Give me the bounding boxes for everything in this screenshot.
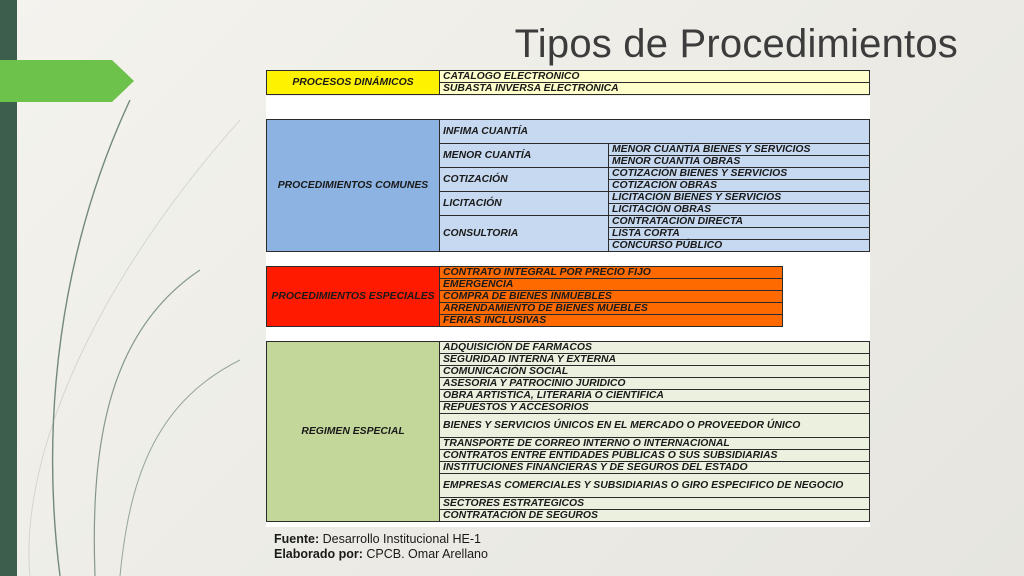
comunes-item: MENOR CUANTÍA BIENES Y SERVICIOS bbox=[609, 144, 870, 156]
regimen-item: ADQUISICIÓN DE FARMACOS bbox=[440, 342, 870, 354]
dinamicos-item: SUBASTA INVERSA ELECTRÓNICA bbox=[440, 83, 870, 95]
comunes-item: COTIZACIÓN BIENES Y SERVICIOS bbox=[609, 168, 870, 180]
regimen-item: ASESORÍA Y PATROCINIO JURÍDICO bbox=[440, 378, 870, 390]
table-row bbox=[267, 342, 870, 354]
regimen-item: BIENES Y SERVICIOS ÚNICOS EN EL MERCADO O PROVEEDOR ÚNICO bbox=[440, 414, 870, 438]
especiales-item: EMERGENCIA bbox=[440, 279, 783, 291]
table-row bbox=[267, 120, 870, 144]
regimen-group-label: REGIMEN ESPECIAL bbox=[267, 342, 440, 522]
especiales-item: ARRENDAMIENTO DE BIENES MUEBLES bbox=[440, 303, 783, 315]
especiales-table bbox=[266, 266, 783, 327]
especiales-item: FERIAS INCLUSIVAS bbox=[440, 315, 783, 327]
fuente-value: Desarrollo Institucional HE-1 bbox=[319, 532, 482, 546]
regimen-item: COMUNICACIÓN SOCIAL bbox=[440, 366, 870, 378]
comunes-cotizacion-label: COTIZACIÓN bbox=[440, 168, 609, 192]
source-note bbox=[274, 532, 488, 562]
elaborado-label: Elaborado por: bbox=[274, 547, 363, 561]
regimen-item: CONTRATACIÓN DE SEGUROS bbox=[440, 510, 870, 522]
regimen-table bbox=[266, 341, 870, 522]
comunes-group-label: PROCEDIMIENTOS COMUNES bbox=[267, 120, 440, 252]
dinamicos-item: CATALOGO ELECTRONICO bbox=[440, 71, 870, 83]
page-title: Tipos de Procedimientos bbox=[514, 22, 958, 66]
table-row bbox=[267, 71, 870, 83]
comunes-item: LICITACIÓN OBRAS bbox=[609, 204, 870, 216]
comunes-consultoria-label: CONSULTORIA bbox=[440, 216, 609, 252]
comunes-table bbox=[266, 119, 870, 252]
elaborado-line bbox=[274, 547, 488, 562]
comunes-item: CONTRATACIÓN DIRECTA bbox=[609, 216, 870, 228]
arrow-shape bbox=[0, 60, 134, 102]
especiales-item: COMPRA DE BIENES INMUEBLES bbox=[440, 291, 783, 303]
regimen-item: INSTITUCIONES FINANCIERAS Y DE SEGUROS DEL ESTADO bbox=[440, 462, 870, 474]
comunes-item: MENOR CUANTÍA OBRAS bbox=[609, 156, 870, 168]
especiales-group-label: PROCEDIMIENTOS ESPECIALES bbox=[267, 267, 440, 327]
comunes-menor-label: MENOR CUANTÍA bbox=[440, 144, 609, 168]
comunes-item: LICITACIÓN BIENES Y SERVICIOS bbox=[609, 192, 870, 204]
fuente-line bbox=[274, 532, 488, 547]
comunes-item: COTIZACIÓN OBRAS bbox=[609, 180, 870, 192]
regimen-item: TRANSPORTE DE CORREO INTERNO O INTERNACIONAL bbox=[440, 438, 870, 450]
elaborado-value: CPCB. Omar Arellano bbox=[362, 547, 488, 561]
comunes-infima: INFIMA CUANTÍA bbox=[440, 120, 870, 144]
especiales-item: CONTRATO INTEGRAL POR PRECIO FIJO bbox=[440, 267, 783, 279]
regimen-item: CONTRATOS ENTRE ENTIDADES PÚBLICAS O SUS SUBSIDIARIAS bbox=[440, 450, 870, 462]
fuente-label: Fuente: bbox=[274, 532, 320, 546]
dinamicos-table bbox=[266, 70, 870, 95]
regimen-item: OBRA ARTISTICA, LITERARIA O CIENTÍFICA bbox=[440, 390, 870, 402]
regimen-item: EMPRESAS COMERCIALES Y SUBSIDIARIAS O GIRO ESPECIFICO DE NEGOCIO bbox=[440, 474, 870, 498]
dinamicos-group-label: PROCESOS DINÁMICOS bbox=[267, 71, 440, 95]
table-row bbox=[267, 267, 783, 279]
comunes-item: CONCURSO PÚBLICO bbox=[609, 240, 870, 252]
comunes-item: LISTA CORTA bbox=[609, 228, 870, 240]
regimen-item: SECTORES ESTRATEGICOS bbox=[440, 498, 870, 510]
regimen-item: SEGURIDAD INTERNA Y EXTERNA bbox=[440, 354, 870, 366]
regimen-item: REPUESTOS Y ACCESORIOS bbox=[440, 402, 870, 414]
comunes-licitacion-label: LICITACIÓN bbox=[440, 192, 609, 216]
